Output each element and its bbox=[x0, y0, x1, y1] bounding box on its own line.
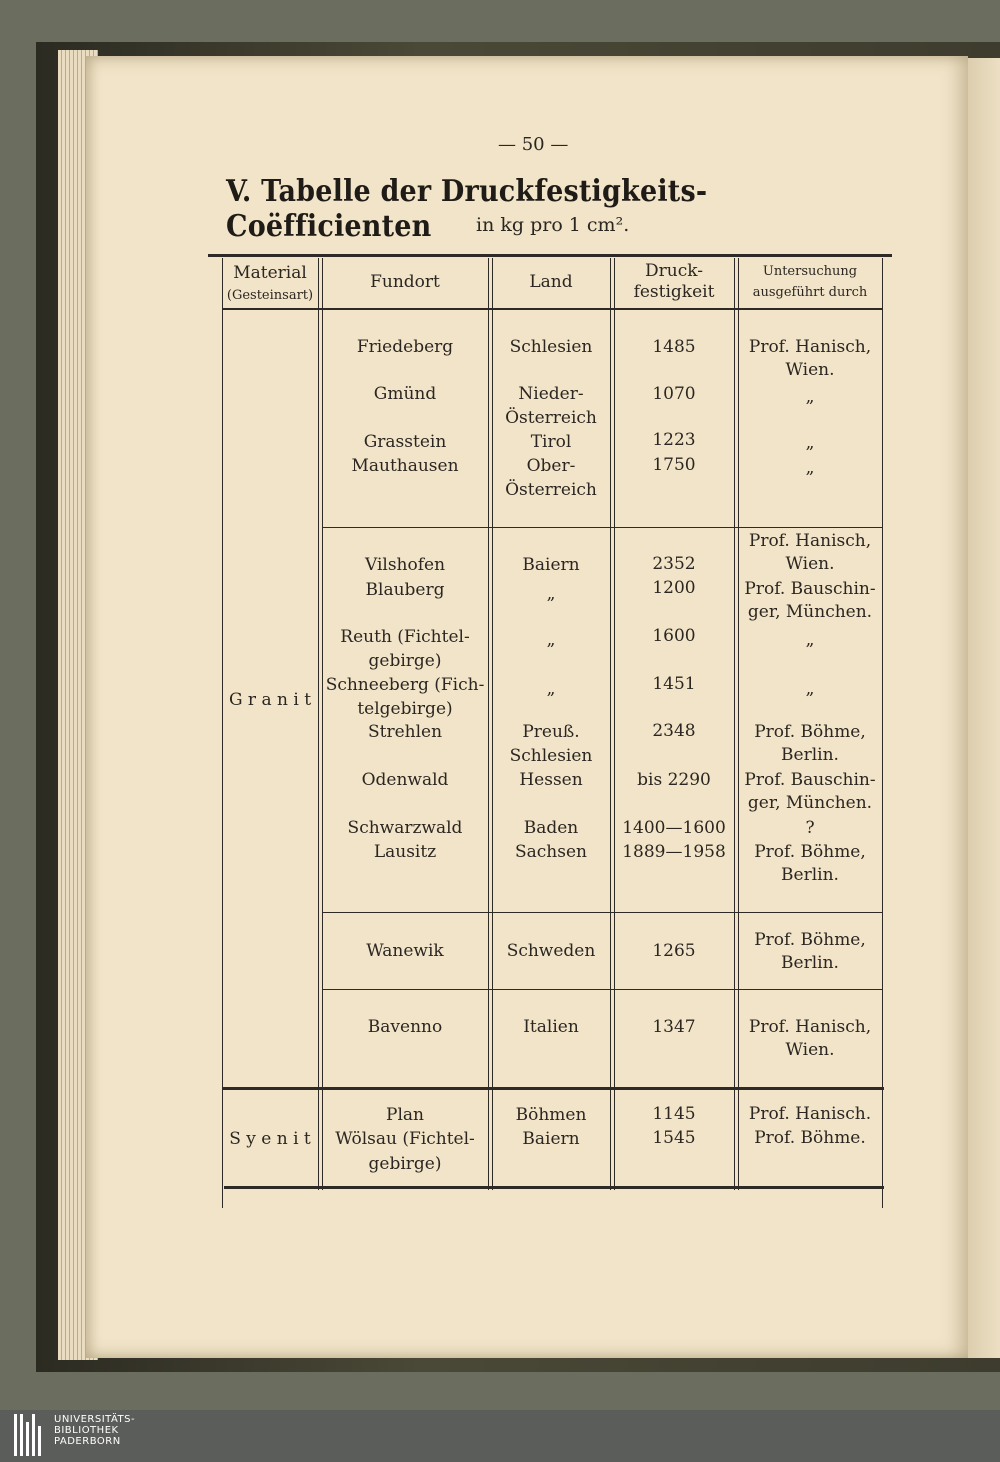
table-title: V. Tabelle der Druckfestigkeits-Coëfficienten bbox=[226, 174, 708, 244]
cell-fundort: Reuth (Fichtel- bbox=[340, 627, 470, 647]
cell-land: Österreich bbox=[505, 408, 597, 428]
cell-untersuchung: Prof. Böhme. bbox=[754, 1128, 866, 1148]
cell-untersuchung: Prof. Hanisch. bbox=[748, 1104, 872, 1124]
cell-fundort: Lausitz bbox=[373, 842, 437, 862]
cell-land: Italien bbox=[523, 1017, 579, 1037]
cell-fundort: Bavenno bbox=[367, 1017, 443, 1037]
table-subtitle: in kg pro 1 cm². bbox=[476, 214, 630, 236]
cell-land: Baiern bbox=[522, 1129, 580, 1149]
cell-untersuchung: Prof. Hanisch, bbox=[748, 531, 872, 551]
cell-druck: 1223 bbox=[652, 430, 696, 450]
cell-untersuchung: Prof. Böhme, bbox=[754, 722, 866, 742]
cell-land: Böhmen bbox=[515, 1105, 587, 1125]
cell-untersuchung: Wien. bbox=[785, 554, 835, 574]
cell-untersuchung: Prof. Böhme, bbox=[754, 930, 866, 950]
cell-fundort: Wanewik bbox=[366, 941, 444, 961]
cell-fundort: Schwarzwald bbox=[347, 818, 463, 838]
cell-fundort: gebirge) bbox=[368, 1154, 442, 1174]
header-fundort: Fundort bbox=[370, 272, 440, 292]
cell-land: Preuß. bbox=[522, 722, 580, 742]
cell-land: Schlesien bbox=[509, 746, 593, 766]
cell-druck: 2348 bbox=[652, 721, 696, 741]
cell-druck: 1889—1958 bbox=[622, 842, 726, 862]
cell-druck: bis 2290 bbox=[637, 770, 711, 790]
cell-fundort: Vilshofen bbox=[364, 555, 446, 575]
table-top-rule bbox=[208, 254, 892, 257]
header-ausgefuehrt: ausgeführt durch bbox=[752, 285, 868, 300]
cell-untersuchung: Prof. Hanisch, bbox=[748, 1017, 872, 1037]
cell-land: „ bbox=[546, 584, 556, 604]
cell-fundort: Grasstein bbox=[363, 432, 447, 452]
cell-druck: 1145 bbox=[652, 1104, 696, 1124]
cell-untersuchung: Wien. bbox=[785, 360, 835, 380]
cell-druck: 1485 bbox=[652, 337, 696, 357]
header-druck: Druck- bbox=[645, 261, 703, 281]
granit-subgroup-rule-2 bbox=[322, 912, 882, 913]
group-syenit: S y e n i t bbox=[229, 1129, 311, 1149]
cell-druck: 1600 bbox=[652, 626, 696, 646]
cell-druck: 1347 bbox=[652, 1017, 696, 1037]
col-rule-1 bbox=[318, 258, 319, 1190]
book-page bbox=[86, 56, 968, 1358]
cell-untersuchung: „ bbox=[805, 458, 815, 478]
cell-fundort: Mauthausen bbox=[351, 456, 459, 476]
cell-land: Ober- bbox=[526, 456, 576, 476]
cell-untersuchung: „ bbox=[805, 679, 815, 699]
header-material-sub: (Gesteinsart) bbox=[226, 288, 314, 303]
cell-fundort: Schneeberg (Fich- bbox=[325, 675, 485, 695]
page-number: — 50 — bbox=[498, 134, 569, 155]
header-festigkeit: festigkeit bbox=[633, 282, 715, 302]
cell-fundort: gebirge) bbox=[368, 651, 442, 671]
cell-untersuchung: „ bbox=[805, 630, 815, 650]
cell-land: Hessen bbox=[519, 770, 583, 790]
cell-land: Schweden bbox=[506, 941, 596, 961]
cell-fundort: Blauberg bbox=[365, 580, 445, 600]
cell-untersuchung: „ bbox=[805, 433, 815, 453]
col-rule-4 bbox=[734, 258, 735, 1190]
cell-druck: 1070 bbox=[652, 384, 696, 404]
cell-land: Baiern bbox=[522, 555, 580, 575]
granit-subgroup-rule-3 bbox=[322, 989, 882, 990]
cell-fundort: telgebirge) bbox=[357, 699, 453, 719]
col-rule-right bbox=[882, 258, 883, 1208]
cell-land: „ bbox=[546, 630, 556, 650]
cell-druck: 1451 bbox=[652, 674, 696, 694]
cell-untersuchung: ger, München. bbox=[747, 793, 873, 813]
cell-untersuchung: ger, München. bbox=[747, 602, 873, 622]
cell-fundort: Plan bbox=[386, 1105, 424, 1125]
cell-untersuchung: Prof. Bauschin- bbox=[744, 579, 876, 599]
cell-fundort: Strehlen bbox=[367, 722, 443, 742]
cell-druck: 1400—1600 bbox=[622, 818, 726, 838]
cell-untersuchung: Prof. Bauschin- bbox=[744, 770, 876, 790]
col-rule-2 bbox=[488, 258, 489, 1190]
cell-untersuchung: Wien. bbox=[785, 1040, 835, 1060]
cell-druck: 1750 bbox=[652, 455, 696, 475]
cell-druck: 2352 bbox=[652, 554, 696, 574]
cell-fundort: Odenwald bbox=[361, 770, 449, 790]
cell-untersuchung: Prof. Böhme, bbox=[754, 842, 866, 862]
cell-land: Nieder- bbox=[518, 384, 584, 404]
group-granit: G r a n i t bbox=[228, 690, 312, 710]
library-logo-text bbox=[54, 1414, 135, 1447]
cell-land: Tirol bbox=[530, 432, 572, 452]
cell-land: Österreich bbox=[505, 480, 597, 500]
granit-subgroup-rule-1 bbox=[322, 527, 882, 528]
col-rule-left bbox=[222, 258, 223, 1208]
cell-untersuchung: Berlin. bbox=[781, 865, 839, 885]
cell-fundort: Friedeberg bbox=[356, 337, 454, 357]
table-bottom-rule bbox=[224, 1186, 884, 1189]
cell-untersuchung: Prof. Hanisch, bbox=[748, 337, 872, 357]
header-land: Land bbox=[529, 272, 573, 292]
cell-druck: 1200 bbox=[652, 578, 696, 598]
col-rule-3 bbox=[610, 258, 611, 1190]
cell-untersuchung: „ bbox=[805, 387, 815, 407]
cell-untersuchung: Berlin. bbox=[781, 953, 839, 973]
cell-land: Sachsen bbox=[515, 842, 587, 862]
library-logo-icon bbox=[14, 1414, 48, 1456]
library-logo-line2: BIBLIOTHEK bbox=[54, 1425, 119, 1436]
header-material: Material bbox=[233, 263, 307, 283]
cell-druck: 1545 bbox=[652, 1128, 696, 1148]
cell-druck: 1265 bbox=[652, 941, 696, 961]
cell-land: „ bbox=[546, 679, 556, 699]
library-logo-line1: UNIVERSITÄTS- bbox=[54, 1414, 136, 1425]
cell-fundort: Wölsau (Fichtel- bbox=[335, 1129, 475, 1149]
header-bottom-rule bbox=[222, 308, 882, 310]
library-logo-line3: PADERBORN bbox=[54, 1436, 121, 1447]
cell-untersuchung: Berlin. bbox=[781, 745, 839, 765]
cell-untersuchung: ? bbox=[805, 818, 815, 838]
header-untersuchung: Untersuchung bbox=[762, 264, 858, 279]
cell-land: Schlesien bbox=[509, 337, 593, 357]
cell-land: Baden bbox=[523, 818, 579, 838]
cell-fundort: Gmünd bbox=[373, 384, 437, 404]
library-footer-bar bbox=[0, 1410, 1000, 1462]
